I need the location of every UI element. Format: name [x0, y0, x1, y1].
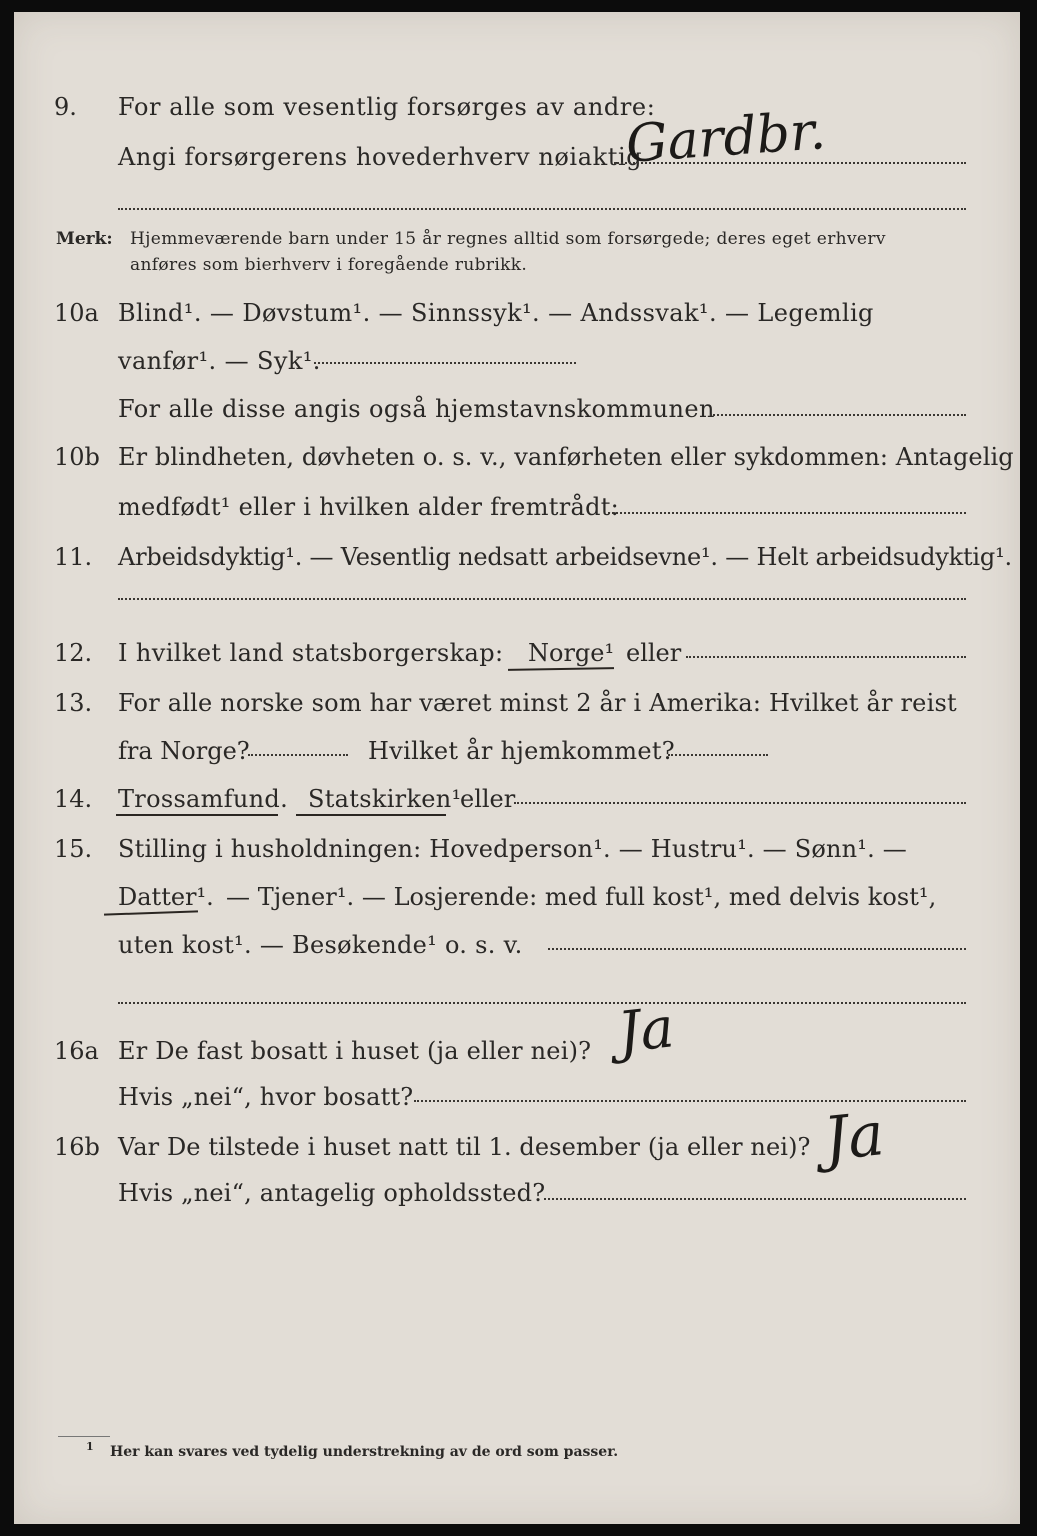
- q10a-line1: Blind¹. — Døvstum¹. — Sinnssyk¹. — Andssvak¹. — Legemlig: [118, 299, 874, 327]
- q16a-line2: Hvis „nei“, hvor bosatt?: [118, 1083, 414, 1111]
- q16b-line1: Var De tilstede i huset natt til 1. desember (ja eller nei)?: [118, 1133, 811, 1161]
- q14-underline-statskirken: [296, 814, 446, 816]
- note-line2: anføres som bierhverv i foregående rubrikk.: [130, 255, 528, 275]
- census-form-page: [14, 12, 1020, 1524]
- q9-extra-line[interactable]: [118, 208, 966, 210]
- q14-number: 14.: [54, 785, 93, 813]
- q11-answer-line[interactable]: [118, 598, 966, 600]
- q15-answer-line[interactable]: [548, 948, 966, 950]
- q12-underline-mark: [508, 667, 614, 671]
- note-label: Merk:: [56, 229, 113, 249]
- q9-number: 9.: [54, 93, 77, 121]
- q10a-number: 10a: [54, 299, 99, 327]
- q14-part2: Statskirken¹: [308, 785, 462, 813]
- q12-norge: Norge¹: [528, 639, 615, 667]
- q16b-answer-line[interactable]: [544, 1198, 966, 1200]
- q10b-number: 10b: [54, 443, 100, 471]
- q16b-handwritten-answer: Ja: [820, 1099, 888, 1175]
- q9-line2: Angi forsørgerens hovederhverv nøiaktig: [118, 143, 643, 171]
- q13-number: 13.: [54, 689, 93, 717]
- q10b-answer-line[interactable]: [608, 512, 966, 514]
- q16a-answer-line[interactable]: [414, 1100, 966, 1102]
- q11-line1: Arbeidsdyktig¹. — Vesentlig nedsatt arbeidsevne¹. — Helt arbeidsudyktig¹.: [118, 543, 1012, 571]
- q11-number: 11.: [54, 543, 93, 571]
- q15-line2b: — Tjener¹. — Losjerende: med full kost¹, med delvis kost¹,: [226, 883, 937, 911]
- q10a-answer-line[interactable]: [314, 362, 576, 364]
- q16a-handwritten-answer: Ja: [614, 995, 678, 1066]
- q16b-line2: Hvis „nei“, antagelig opholdssted?: [118, 1179, 546, 1207]
- q9-line1: For alle som vesentlig forsørges av andre:: [118, 93, 656, 121]
- q12-number: 12.: [54, 639, 93, 667]
- footnote-text: Her kan svares ved tydelig understrekning av de ord som passer.: [110, 1444, 619, 1460]
- q10a-hometown-line[interactable]: [710, 414, 966, 416]
- q14-answer-line[interactable]: [514, 802, 966, 804]
- q9-handwritten-answer: Gardbr.: [624, 101, 828, 175]
- footnote-mark: 1: [86, 1440, 94, 1453]
- q13-departure-line[interactable]: [248, 754, 348, 756]
- q16b-number: 16b: [54, 1133, 100, 1161]
- q13-return-line[interactable]: [668, 754, 768, 756]
- q15-extra-line[interactable]: [118, 1002, 966, 1004]
- q12-suffix: eller: [626, 639, 682, 667]
- q16a-line1: Er De fast bosatt i huset (ja eller nei)?: [118, 1037, 592, 1065]
- q10a-line3: For alle disse angis også hjemstavnskommunen: [118, 395, 715, 423]
- q14-underline-trossamfund: [116, 814, 278, 816]
- q12-answer-line[interactable]: [686, 656, 966, 658]
- q15-line1: Stilling i husholdningen: Hovedperson¹. — Hustru¹. — Sønn¹. —: [118, 835, 907, 863]
- q15-datter: Datter¹.: [118, 883, 214, 911]
- q13-line2a: fra Norge?: [118, 737, 250, 765]
- q15-number: 15.: [54, 835, 93, 863]
- q16a-number: 16a: [54, 1037, 99, 1065]
- footnote-rule: [58, 1436, 110, 1437]
- q13-line2b: Hvilket år hjemkommet?: [368, 737, 675, 765]
- q13-line1: For alle norske som har været minst 2 år i Amerika: Hvilket år reist: [118, 689, 957, 717]
- q12-prefix: I hvilket land statsborgerskap:: [118, 639, 504, 667]
- q14-part3: eller: [460, 785, 516, 813]
- q10b-line1: Er blindheten, døvheten o. s. v., vanførheten eller sykdommen: Antagelig: [118, 443, 1014, 471]
- q14-part1: Trossamfund.: [118, 785, 289, 813]
- q10b-line2: medfødt¹ eller i hvilken alder fremtrådt:: [118, 493, 620, 521]
- q15-line3: uten kost¹. — Besøkende¹ o. s. v.: [118, 931, 523, 959]
- note-line1: Hjemmeværende barn under 15 år regnes alltid som forsørgede; deres eget erhverv: [130, 229, 886, 249]
- q10a-line2: vanfør¹. — Syk¹.: [118, 347, 321, 375]
